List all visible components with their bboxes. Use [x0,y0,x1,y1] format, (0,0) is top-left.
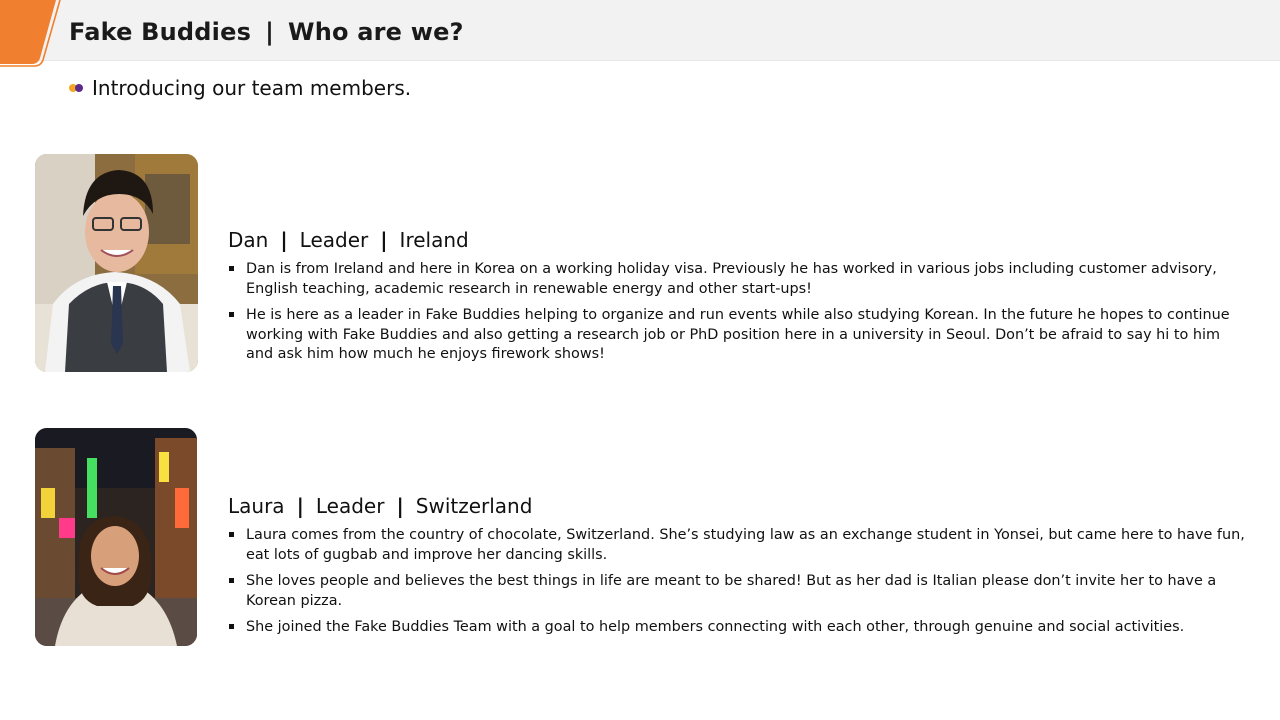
member-name: Dan [228,228,269,252]
page-title [69,18,464,46]
member-photo-dan [35,154,198,372]
subtitle-row [69,76,411,100]
heading-separator: | [280,228,288,252]
heading-separator: | [296,494,304,518]
bullet-item: He is here as a leader in Fake Buddies helping to organize and run events while also studying Korean. In the future he hopes to continue working with Fake Buddies and also getting a research job or PhD position here in a university in Seoul. Don’t be afraid to say hi to him and ask him how much he enjoys firework shows! [228,306,1248,365]
person-photo-icon [35,154,198,372]
member-bullets-dan [228,260,1248,365]
brand-name: Fake Buddies [69,18,252,46]
member-country: Ireland [399,228,469,252]
bullet-item: Laura comes from the country of chocolate, Switzerland. She’s studying law as an exchange student in Yonsei, but came here to have fun, eat lots of gugbab and improve her dancing skills. [228,526,1248,565]
member-info-dan [228,228,1248,372]
bullet-dots-icon [69,83,85,93]
heading-separator: | [380,228,388,252]
member-role: Leader [315,494,385,518]
member-name: Laura [228,494,285,518]
member-info-laura [228,494,1248,645]
member-country: Switzerland [415,494,533,518]
member-bullets-laura [228,526,1248,638]
bullet-item: She loves people and believes the best things in life are meant to be shared! But as her dad is Italian please don’t invite her to have a Korean pizza. [228,572,1248,611]
member-photo-laura [35,428,197,646]
subtitle: Introducing our team members. [92,76,412,100]
bullet-item: Dan is from Ireland and here in Korea on a working holiday visa. Previously he has worked in various jobs including customer advisory, English teaching, academic research in renewable energy and other start-ups! [228,260,1248,299]
purple-dot [75,84,83,92]
section-title: Who are we? [288,18,464,46]
member-heading-dan [228,228,1248,252]
heading-separator: | [396,494,404,518]
header-accent-shape [0,0,70,70]
member-heading-laura [228,494,1248,518]
person-photo-icon [35,428,197,646]
bullet-item: She joined the Fake Buddies Team with a goal to help members connecting with each other, through genuine and social activities. [228,618,1248,638]
member-role: Leader [299,228,369,252]
title-separator: | [265,18,275,46]
